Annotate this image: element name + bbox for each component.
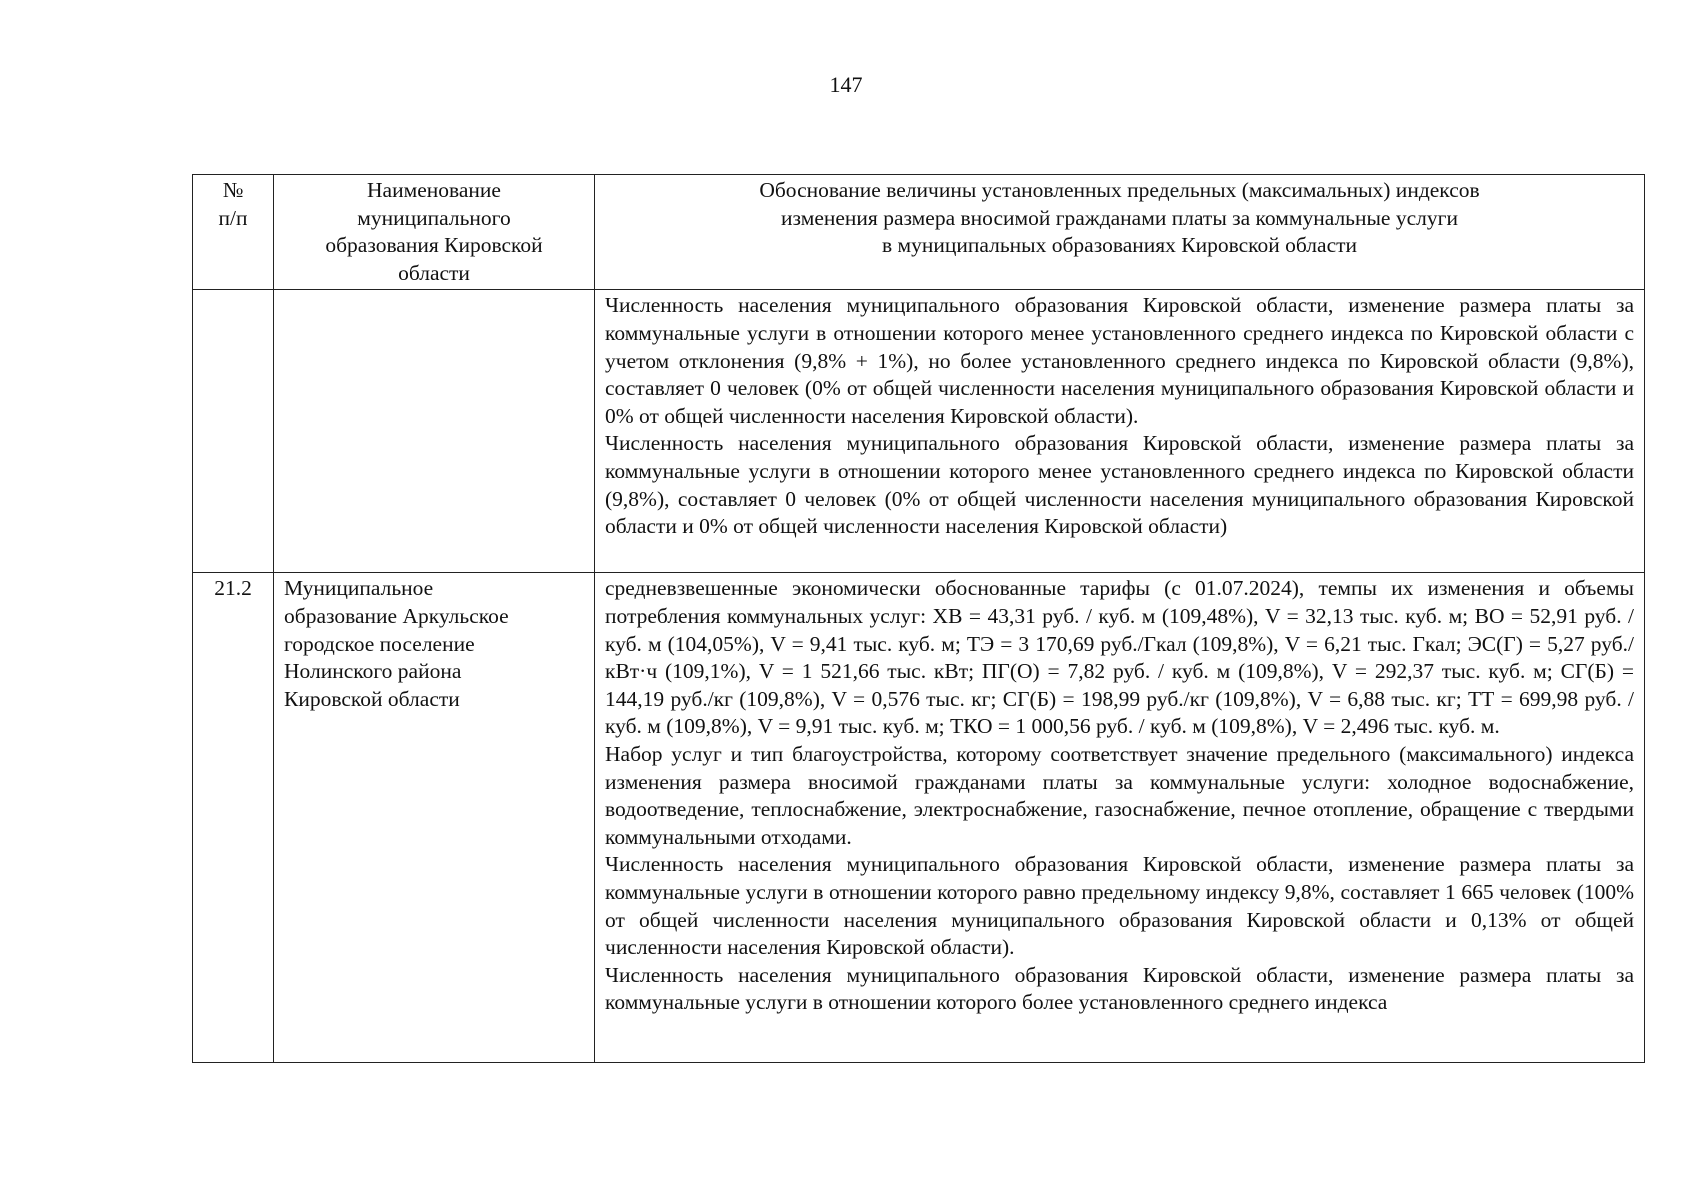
- header-number: № п/п: [193, 175, 274, 290]
- header-justification: Обоснование величины установленных предельных (максимальных) индексов изменения размера вносимой гражданами платы за коммунальные услуги в муниципальных образованиях Кировской области: [595, 175, 1645, 290]
- table-header-row: [193, 175, 1645, 290]
- justification-table: [192, 174, 1645, 1063]
- paragraph: Численность населения муниципального образования Кировской области, изменение размера платы за коммунальные услуги в отношении которого менее установленного среднего индекса по Кировской области с учетом отклонения (9,8% + 1%), но более установленного среднего индекса по Кировской области (9,8%), составляет 0 человек (0% от общей численности населения муниципального образования Кировской области и 0% от общей численности населения Кировской области).: [605, 293, 1634, 428]
- row-municipality-name: Муниципальное образование Аркульское городское поселение Нолинского района Кировской области: [274, 573, 595, 1063]
- paragraph: Набор услуг и тип благоустройства, которому соответствует значение предельного (максимального) индекса изменения размера вносимой гражданами платы за коммунальные услуги: холодное водоснабжение, водоотведение, теплоснабжение, электроснабжение, газоснабжение, печное отопление, обращение с твердыми коммунальными отходами.: [605, 741, 1634, 849]
- paragraph: Численность населения муниципального образования Кировской области, изменение размера платы за коммунальные услуги в отношении которого равно предельному индексу 9,8%, составляет 1 665 человек (100% от общей численности населения муниципального образования Кировской области и 0,13% от общей численности населения Кировской области).: [605, 852, 1634, 960]
- header-municipality-name: Наименование муниципального образования Кировской области: [274, 175, 595, 290]
- row-number: 21.2: [193, 573, 274, 1063]
- row-number: [193, 290, 274, 573]
- row-municipality-name: [274, 290, 595, 573]
- paragraph: средневзвешенные экономически обоснованные тарифы (с 01.07.2024), темпы их изменения и объемы потребления коммунальных услуг: ХВ = 43,31 руб. / куб. м (109,48%), V = 32,13 тыс. куб. м; ВО = 52,91 руб. / куб. м (104,05%), V = 9,41 тыс. куб. м; ТЭ = 3 170,69 руб./Гкал (109,8%), V = 6,21 тыс. Гкал; ЭС(Г) = 5,27 руб./кВт·ч (109,1%), V = 1 521,66 тыс. кВт; ПГ(О) = 7,82 руб. / куб. м (109,8%), V = 292,37 тыс. куб. м; СГ(Б) = 144,19 руб./кг (109,8%), V = 0,576 тыс. кг; СГ(Б) = 198,99 руб./кг (109,8%), V = 6,88 тыс. кг; ТТ = 699,98 руб. / куб. м (109,8%), V = 9,91 тыс. куб. м; ТКО = 1 000,56 руб. / куб. м (109,8%), V = 2,496 тыс. куб. м.: [605, 576, 1634, 739]
- page-number: 147: [829, 72, 863, 97]
- table-row: [193, 290, 1645, 573]
- paragraph: Численность населения муниципального образования Кировской области, изменение размера платы за коммунальные услуги в отношении которого более установленного среднего индекса: [605, 962, 1634, 1015]
- table-row: [193, 573, 1645, 1063]
- paragraph: Численность населения муниципального образования Кировской области, изменение размера платы за коммунальные услуги в отношении которого менее установленного среднего индекса по Кировской области (9,8%), составляет 0 человек (0% от общей численности населения муниципального образования Кировской области и 0% от общей численности населения Кировской области): [605, 431, 1634, 539]
- row-justification-text: [595, 573, 1645, 1063]
- row-justification-text: [595, 290, 1645, 573]
